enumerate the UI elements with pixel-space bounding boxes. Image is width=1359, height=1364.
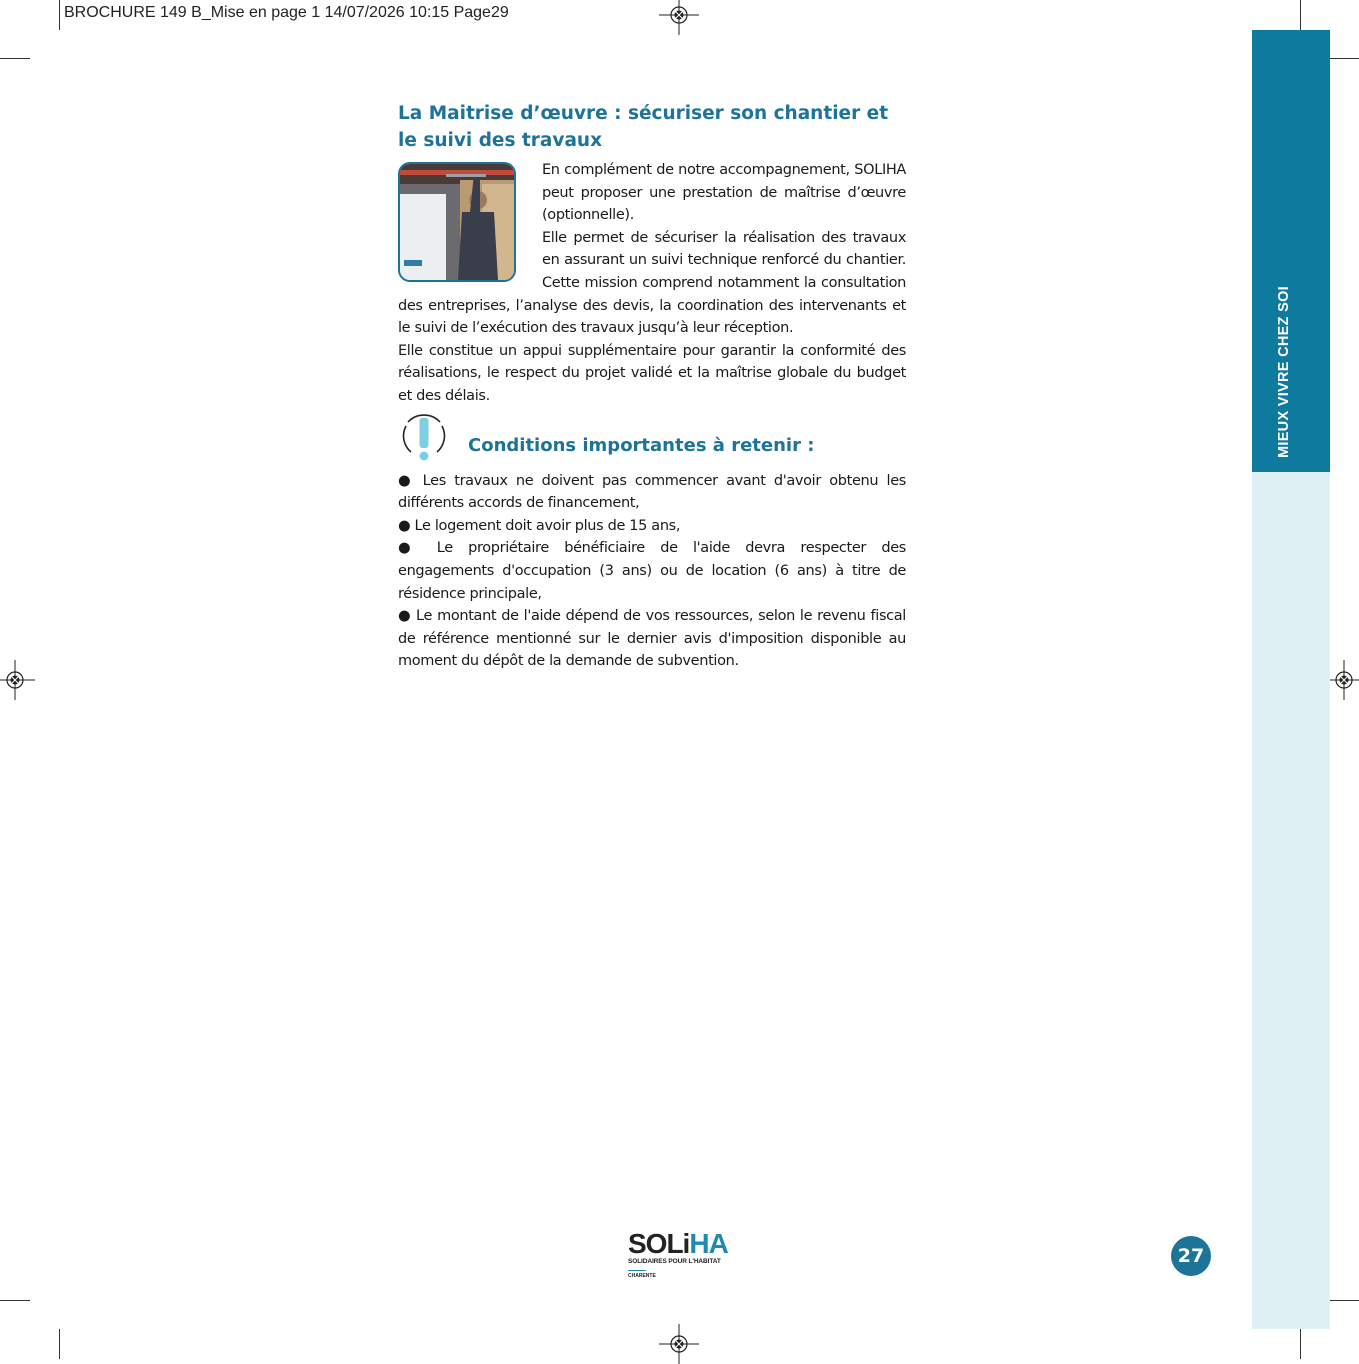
paragraph: Elle constitue un appui supplémentaire pour garantir la conformité des réalisations, le respect du projet validé et la maîtrise globale du budget et des délais. xyxy=(398,342,906,404)
list-item: ● Les travaux ne doivent pas commencer avant d'avoir obtenu les différents accords de financement, xyxy=(398,472,906,512)
crop-mark xyxy=(59,1329,60,1359)
list-item: ● Le montant de l'aide dépend de vos ressources, selon le revenu fiscal de référence mentionné sur le dernier avis d'imposition disponible au moment du dépôt de la demande de subvention. xyxy=(398,608,906,670)
list-item: ● Le logement doit avoir plus de 15 ans, xyxy=(398,517,681,534)
logo-wordmark xyxy=(628,1230,728,1258)
registration-mark-icon xyxy=(0,660,35,700)
print-slug: BROCHURE 149 B_Mise en page 1 14/07/2026 10:15 Page29 xyxy=(64,4,509,21)
crop-mark xyxy=(1329,1300,1359,1301)
main-content xyxy=(398,100,906,673)
sidebar-band xyxy=(1252,472,1330,1329)
conditions-header xyxy=(398,412,906,472)
conditions-list xyxy=(398,470,906,673)
logo-region: CHARENTE xyxy=(628,1273,656,1279)
logo-wordmark-part: SOLi xyxy=(628,1228,690,1259)
crop-mark xyxy=(1329,58,1359,59)
registration-mark-icon xyxy=(659,1324,699,1364)
logo-wordmark-part: HA xyxy=(689,1228,728,1259)
conditions-title: Conditions importantes à retenir : xyxy=(468,434,815,456)
soliha-logo xyxy=(628,1230,728,1280)
list-item: ● Le propriétaire bénéficiaire de l'aide devra respecter des engagements d'occupation (3 ans) ou de location (6 ans) à titre de résidence principale, xyxy=(398,540,906,602)
registration-mark-icon xyxy=(659,0,699,35)
logo-divider xyxy=(628,1270,646,1271)
crop-mark xyxy=(1300,1329,1301,1359)
crop-mark xyxy=(0,58,30,59)
section-title: La Maitrise d’œuvre : sécuriser son chantier et le suivi des travaux xyxy=(398,103,889,151)
paragraph: Elle permet de sécuriser la réalisation des travaux en assurant un suivi technique renforcé du chantier. Cette mission comprend notamment la consultation des entreprises, l’analyse des devis, la coordination des intervenants et le suivi de l’exécution des travaux jusqu’à leur réception. xyxy=(398,229,906,337)
logo-subtitle: SOLIDAIRES POUR L'HABITAT xyxy=(628,1258,721,1265)
worker-photo xyxy=(398,162,516,282)
paragraph: En complément de notre accompagnement, SOLIHA peut proposer une prestation de maîtrise d’œuvre (optionnelle). xyxy=(542,162,906,224)
crop-mark xyxy=(0,1300,30,1301)
sidebar-label: MIEUX VIVRE CHEZ SOI xyxy=(1276,286,1292,458)
crop-mark xyxy=(1300,0,1301,30)
exclamation-icon xyxy=(398,412,450,464)
page-number: 27 xyxy=(1171,1236,1211,1276)
crop-mark xyxy=(59,0,60,30)
